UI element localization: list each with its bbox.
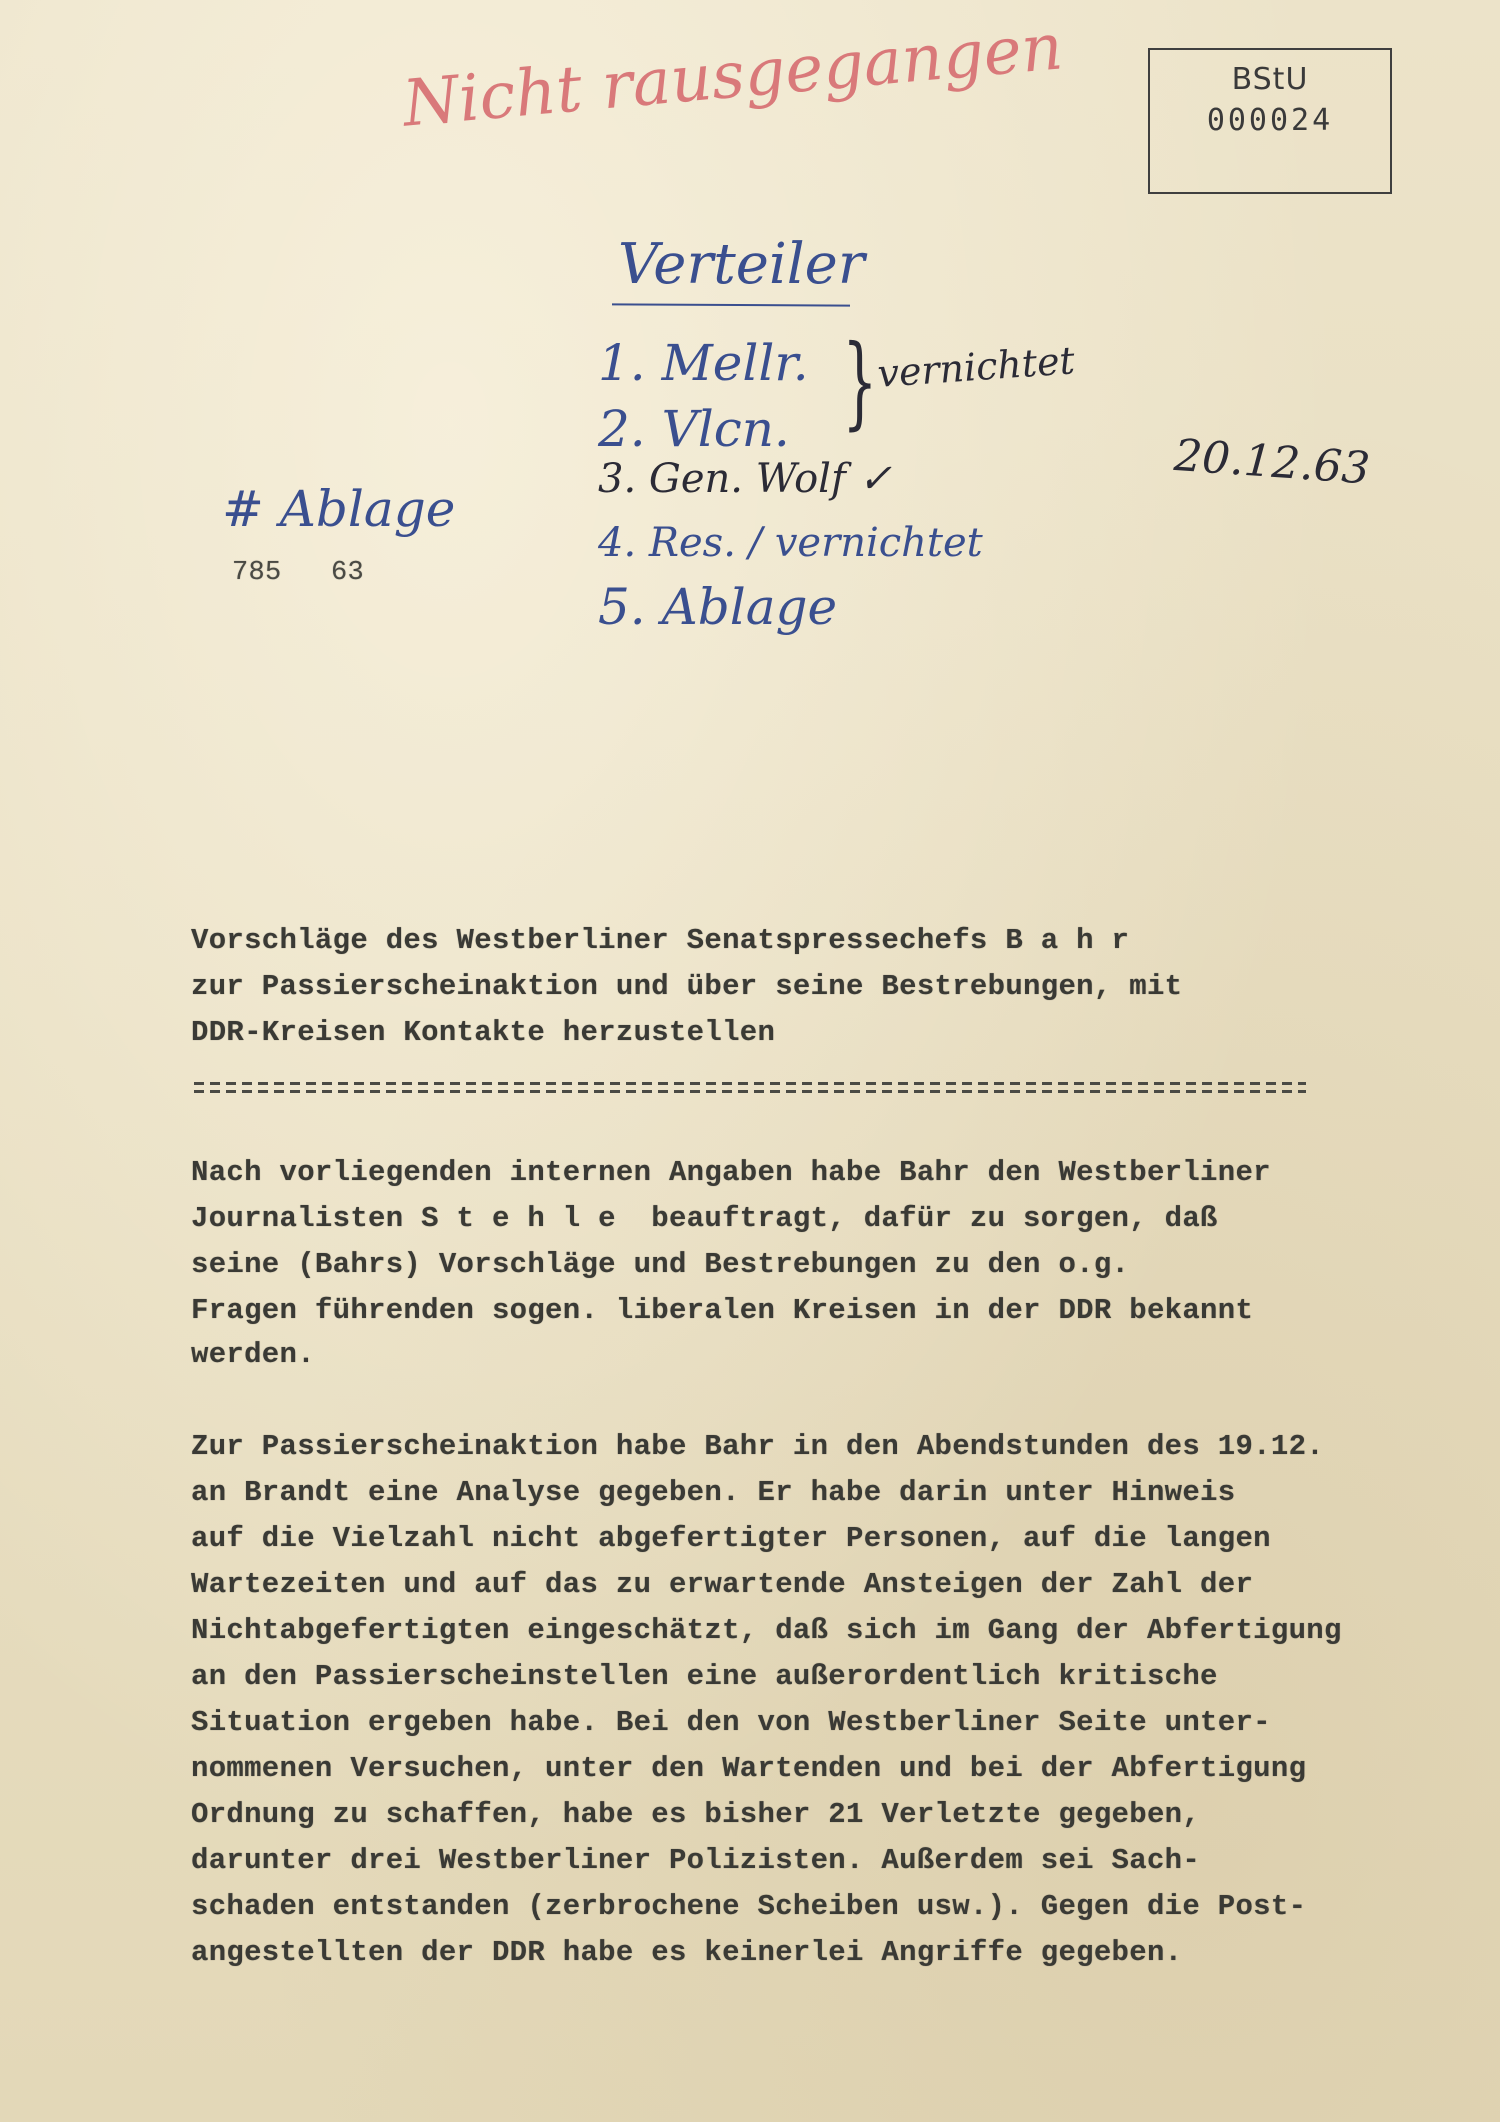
distribution-item-2: 2. Vlcn. — [598, 400, 790, 458]
distribution-item-1: 1. Mellr. — [598, 334, 809, 392]
paragraph2-line-11: schaden entstanden (zerbrochene Scheiben usw.). Gegen die Post- — [191, 1890, 1307, 1923]
paragraph2-line-7: Situation ergeben habe. Bei den von Westberliner Seite unter- — [191, 1706, 1271, 1739]
distribution-item-5: 5. Ablage — [598, 578, 838, 636]
verteiler-underline — [612, 303, 850, 306]
paragraph2-line-10: darunter drei Westberliner Polizisten. Außerdem sei Sach- — [191, 1844, 1201, 1877]
double-rule-separator — [194, 1082, 1306, 1096]
title-line-1: Vorschläge des Westberliner Senatspressechefs B a h r — [191, 924, 1130, 957]
paragraph1-line-4: Fragen führenden sogen. liberalen Kreisen in der DDR bekannt — [191, 1294, 1254, 1327]
paragraph2-line-9: Ordnung zu schaffen, habe es bisher 21 Verletzte gegeben, — [191, 1798, 1201, 1831]
archive-stamp — [1148, 48, 1392, 194]
handwritten-ablage-note: # Ablage — [222, 480, 456, 538]
paragraph2-line-3: auf die Vielzahl nicht abgefertigter Personen, auf die langen — [191, 1522, 1271, 1555]
handwritten-verteiler-title: Verteiler — [618, 232, 865, 297]
paragraph2-line-4: Wartezeiten und auf das zu erwartende Ansteigen der Zahl der — [191, 1568, 1254, 1601]
stamp-page-number: 000024 — [1206, 103, 1334, 138]
title-line-3: DDR-Kreisen Kontakte herzustellen — [191, 1016, 776, 1049]
reference-number: 785 63 — [232, 558, 365, 588]
paragraph2-line-2: an Brandt eine Analyse gegeben. Er habe darin unter Hinweis — [191, 1476, 1236, 1509]
paragraph1-line-5: werden. — [191, 1338, 315, 1371]
paragraph2-line-5: Nichtabgefertigten eingeschätzt, daß sich im Gang der Abfertigung — [191, 1614, 1342, 1647]
paragraph2-line-1: Zur Passierscheinaktion habe Bahr in den Abendstunden des 19.12. — [191, 1430, 1324, 1463]
distribution-item-3: 3. Gen. Wolf ✓ — [598, 456, 893, 502]
paragraph1-line-1: Nach vorliegenden internen Angaben habe Bahr den Westberliner — [191, 1156, 1271, 1189]
handwritten-top-note: Nicht rausgegangen — [400, 10, 1066, 142]
handwritten-brace-note: vernichtet — [876, 338, 1077, 396]
paragraph1-line-2: Journalisten S t e h l e beauftragt, dafür zu sorgen, daß — [191, 1202, 1218, 1235]
paragraph2-line-8: nommenen Versuchen, unter den Wartenden und bei der Abfertigung — [191, 1752, 1307, 1785]
paragraph2-line-6: an den Passierscheinstellen eine außerordentlich kritische — [191, 1660, 1218, 1693]
paragraph1-line-3: seine (Bahrs) Vorschläge und Bestrebungen zu den o.g. — [191, 1248, 1130, 1281]
handwritten-brace: } — [842, 323, 878, 440]
stamp-agency: BStU — [1231, 62, 1309, 97]
title-line-2: zur Passierscheinaktion und über seine Bestrebungen, mit — [191, 970, 1183, 1003]
distribution-item-4: 4. Res. / vernichtet — [598, 520, 983, 566]
handwritten-date: 20.12.63 — [1172, 430, 1372, 495]
paragraph2-line-12: angestellten der DDR habe es keinerlei Angriffe gegeben. — [191, 1936, 1183, 1969]
